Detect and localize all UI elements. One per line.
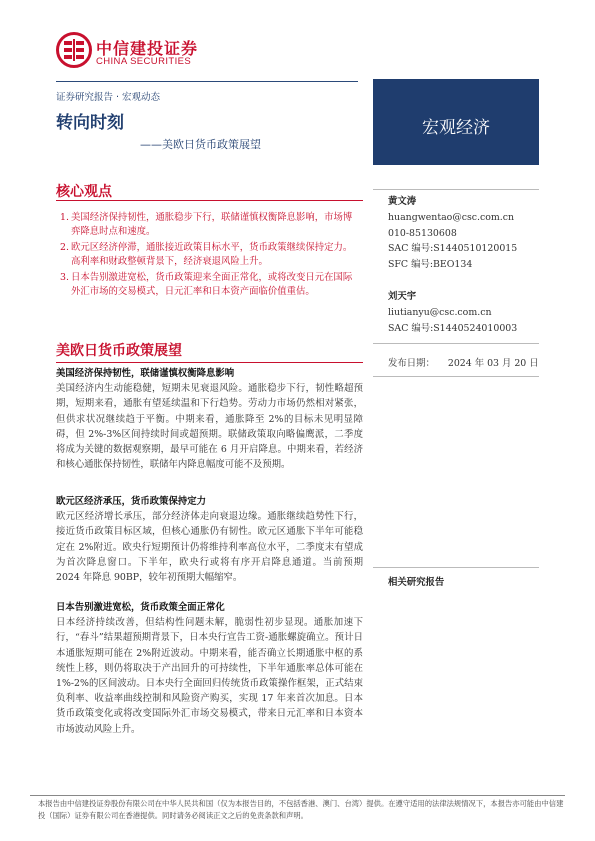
list-item bbox=[60, 271, 360, 299]
report-subtitle: ——美欧日货币政策展望 bbox=[140, 138, 261, 151]
list-item bbox=[60, 241, 360, 269]
related-reports-heading: 相关研究报告 bbox=[388, 577, 445, 588]
list-item-text: 日本告别激进宽松，货币政策迎来全面正常化，或将改变日元在国际外汇市场的交易模式，日元汇率和日本资产面临价值重估。 bbox=[71, 272, 353, 298]
sidebar-divider bbox=[373, 567, 539, 568]
footer-disclaimer: 本报告由中信建投证券股份有限公司在中华人民共和国（仅为本报告目的，不包括香港、澳门、台湾）提供。在遵守适用的法律法规情况下，本报告亦可能由中信建投（国际）证券有限公司在香港提供。同时请务必阅读正文之后的免责条款和声明。 bbox=[38, 799, 564, 820]
section-heading: 欧元区经济承压，货币政策保持定力 bbox=[56, 496, 207, 507]
sidebar-divider bbox=[373, 189, 539, 190]
key-points-list bbox=[60, 211, 360, 302]
list-item-number: 3. bbox=[60, 272, 69, 284]
section-heading: 日本告别激进宽松，货币政策全面正常化 bbox=[56, 602, 225, 613]
section-body: 日本经济持续改善，但结构性问题未解，脆弱性初步显现。通胀加速下行，“春斗”结果超预期背景下，日本央行宣告工资-通胀螺旋确立。预计日本通胀短期可能在 2%附近波动。中期来看，能否确立长期通胀中枢的系统性上移，则仍将取决于产出回升的可持续性，下半年通胀率总体可能在 1%-2%的区间波动。日本央行全面回归传统货币政策操作框架，正式结束负利率、收益率曲线控制和风险资产购买，实现 17 年来首次加息。日本货币政策变化或将改变国际外汇市场交易模式，带来日元汇率和日本资本市场波动风险上升。 bbox=[56, 617, 363, 735]
analyst-phone: 010-85130608 bbox=[388, 227, 457, 239]
section-heading: 美国经济保持韧性，联储谨慎权衡降息影响 bbox=[56, 368, 235, 379]
report-title: 转向时刻 bbox=[56, 113, 124, 133]
section-body: 欧元区经济增长承压，部分经济体走向衰退边缘。通胀继续趋势性下行，接近货币政策目标区域，但核心通胀仍有韧性。欧元区通胀下半年可能稳定在 2%附近。欧央行短期预计仍将维持利率高位水平，二季度末有望成为首次降息窗口。下半年，欧央行或将有序开启降息通道。当前预期 2024 年降息 90BP，较年初预期大幅缩窄。 bbox=[56, 511, 363, 584]
analyst-name: 黄文涛 bbox=[388, 196, 417, 207]
analyst-name: 刘天宇 bbox=[388, 290, 417, 302]
outlook-section-us bbox=[56, 366, 363, 472]
header-divider bbox=[56, 81, 358, 82]
list-item-number: 1. bbox=[60, 212, 69, 223]
analyst-sfc: SFC 编号:BEO134 bbox=[388, 259, 473, 271]
outlook-divider bbox=[56, 362, 363, 363]
logo-mark-icon bbox=[56, 32, 92, 68]
analyst-email: huangwentao@csc.com.cn bbox=[388, 211, 515, 223]
analyst-info bbox=[388, 194, 548, 336]
publish-date-label: 发布日期： bbox=[388, 358, 435, 369]
analyst-email: liutianyu@csc.com.cn bbox=[388, 306, 492, 318]
section-body: 美国经济内生动能稳健，短期未见衰退风险。通胀稳步下行，韧性略超预期，短期来看，通胀有望延续温和下行趋势。劳动力市场仍然相对紧张，但供求状况继续趋于平衡。中期来看，通胀降至 2%的目标未见明显障碍，但 2%-3%区间持续时间或超预期。联储政策取向略偏鹰派，二季度将成为关键的数据观察期，最早可能在 6 月开启降息。中期来看，若经济和核心通胀保持韧性，联储年内降息幅度可能不及预期。 bbox=[56, 383, 363, 471]
analyst-sac: SAC 编号:S1440524010003 bbox=[388, 322, 518, 334]
brand-name-en: CHINA SECURITIES bbox=[96, 56, 192, 67]
list-item-text: 欧元区经济停滞，通胀接近政策目标水平，货币政策继续保持定力。高利率和财政整顿背景下，经济衰退风险上升。 bbox=[71, 242, 353, 268]
category-label: 宏观经济 bbox=[422, 118, 490, 138]
publish-date: 2024 年 03 月 20 日 bbox=[447, 358, 539, 369]
key-points-heading: 核心观点 bbox=[56, 184, 112, 200]
sidebar-divider bbox=[373, 376, 539, 377]
sidebar-divider bbox=[373, 343, 539, 344]
analyst-sac: SAC 编号:S1440510120015 bbox=[388, 243, 518, 255]
outlook-section-jp bbox=[56, 600, 363, 737]
key-points-divider bbox=[56, 200, 363, 201]
report-meta: 证券研究报告 · 宏观动态 bbox=[56, 92, 161, 103]
outlook-section-eu bbox=[56, 494, 363, 585]
outlook-heading: 美欧日货币政策展望 bbox=[56, 343, 182, 359]
list-item-text: 美国经济保持韧性，通胀稳步下行，联储谨慎权衡降息影响，市场博弈降息时点和速度。 bbox=[71, 212, 353, 238]
footer-divider bbox=[30, 795, 565, 796]
brand-name-cn: 中信建投证券 bbox=[96, 39, 199, 58]
publish-date-row bbox=[388, 355, 539, 369]
list-item-number: 2. bbox=[60, 242, 69, 254]
list-item bbox=[60, 211, 360, 239]
